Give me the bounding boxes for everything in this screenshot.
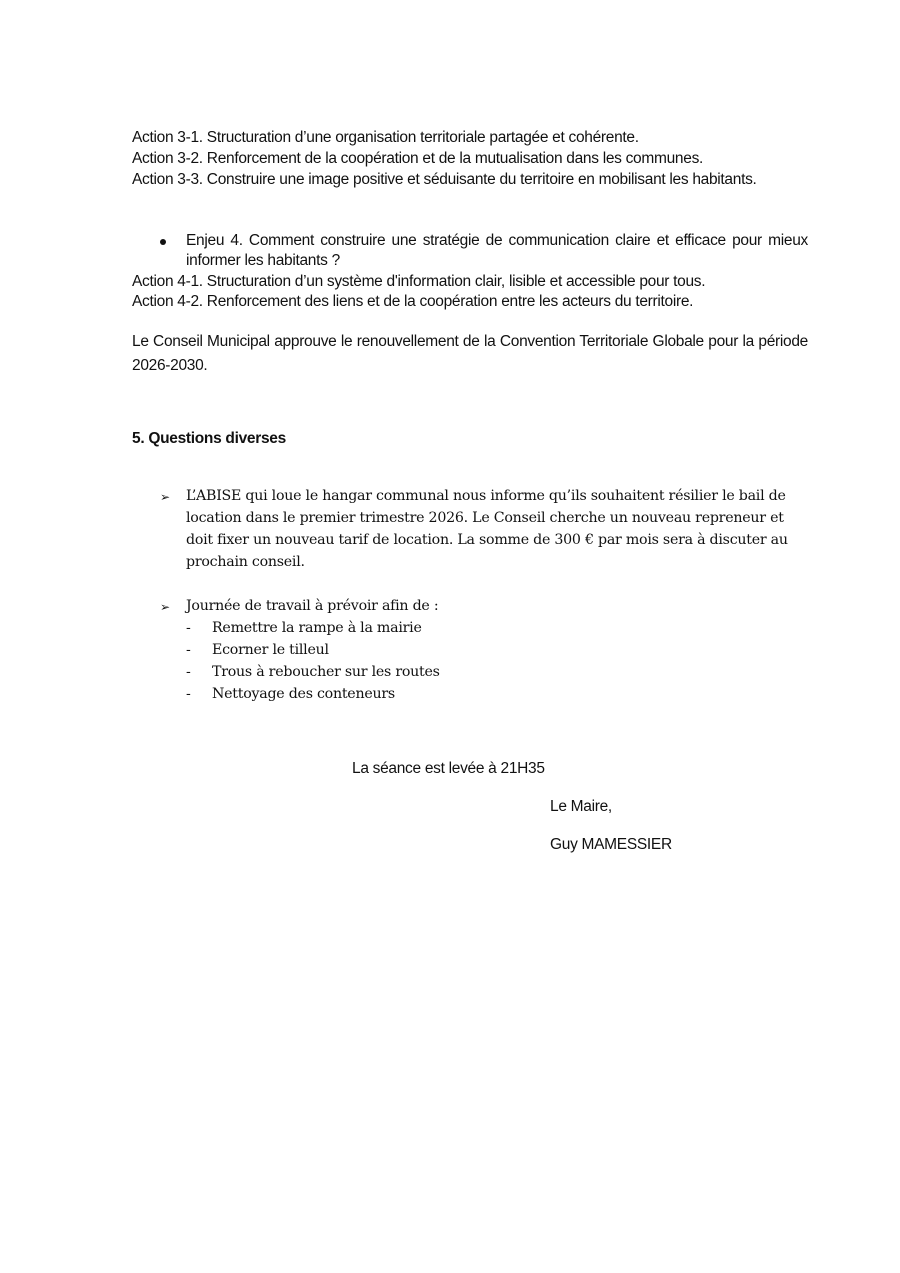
approval-line-2: 2026-2030. (132, 357, 208, 374)
journee-intro: Journée de travail à prévoir afin de : (186, 598, 439, 614)
abise-line-2: location dans le premier trimestre 2026. Le Conseil cherche un nouveau repreneur et (186, 510, 784, 526)
action-4-2: Action 4-2. Renforcement des liens et de la coopération entre les acteurs du territoire. (132, 293, 694, 310)
action-4-1: Action 4-1. Structuration d’un système d'information clair, lisible et accessible pour tous. (132, 273, 706, 290)
abise-line-1: L’ABISE qui loue le hangar communal nous informe qu’ils souhaitent résilier le bail de (186, 488, 786, 504)
approval-line-1: Le Conseil Municipal approuve le renouvellement de la Convention Territoriale Globale pour la période (132, 333, 808, 350)
enjeu-4-line-1: Enjeu 4. Comment construire une stratégie de communication claire et efficace pour mieux (186, 232, 808, 249)
signature-name: Guy MAMESSIER (550, 836, 672, 853)
abise-line-4: prochain conseil. (186, 554, 305, 570)
journee-item-2: Ecorner le tilleul (212, 642, 329, 658)
dash-bullet: - (186, 686, 191, 702)
action-3-2: Action 3-2. Renforcement de la coopération et de la mutualisation dans les communes. (132, 150, 704, 167)
journee-item-1: Remettre la rampe à la mairie (212, 620, 422, 636)
bullet-dot-icon (160, 239, 166, 245)
arrow-bullet-icon: ➢ (160, 490, 171, 504)
journee-item-4: Nettoyage des conteneurs (212, 686, 395, 702)
action-3-3: Action 3-3. Construire une image positive et séduisante du territoire en mobilisant les habitants. (132, 171, 757, 188)
action-3-1: Action 3-1. Structuration d’une organisation territoriale partagée et cohérente. (132, 129, 639, 146)
section-title: 5. Questions diverses (132, 430, 286, 447)
journee-item-3: Trous à reboucher sur les routes (212, 664, 440, 680)
arrow-bullet-icon: ➢ (160, 600, 171, 614)
dash-bullet: - (186, 664, 191, 680)
enjeu-4-line-2: informer les habitants ? (186, 252, 340, 269)
abise-line-3: doit fixer un nouveau tarif de location. La somme de 300 € par mois sera à discuter au (186, 532, 788, 548)
dash-bullet: - (186, 620, 191, 636)
closing-statement: La séance est levée à 21H35 (352, 760, 545, 777)
dash-bullet: - (186, 642, 191, 658)
signature-role: Le Maire, (550, 798, 612, 815)
